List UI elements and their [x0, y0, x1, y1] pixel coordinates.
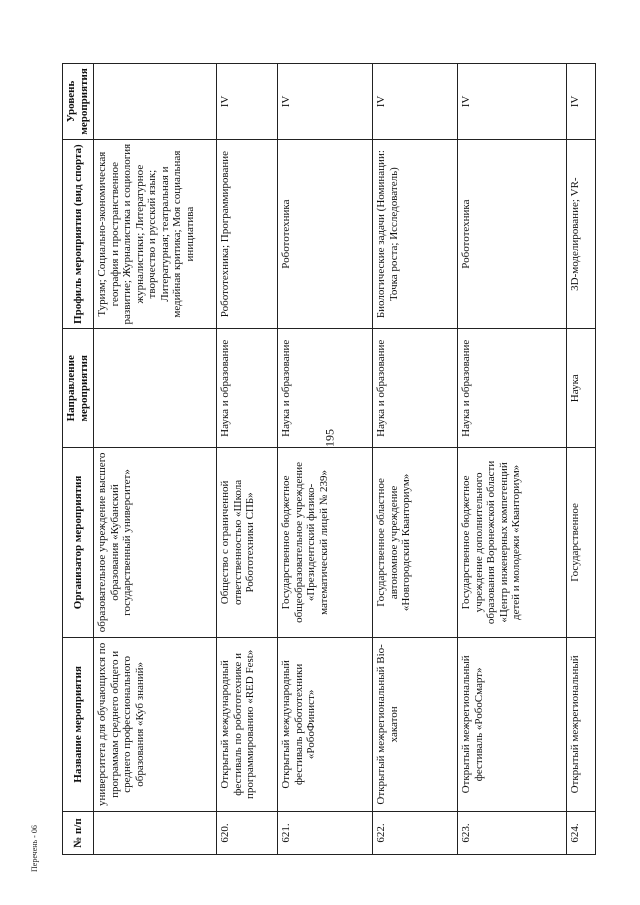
event-profile: 3D-моделирование; VR-: [569, 177, 581, 291]
event-organizer: Государственное областное автономное учреждение «Новгородский Кванториум»: [373, 448, 458, 638]
event-name: университета для обучающихся по программам среднего общего и среднего профессионального образования «Куб знаний»: [94, 637, 217, 811]
row-number: [94, 812, 217, 855]
event-level: IV: [373, 64, 458, 140]
table-row: [217, 64, 278, 855]
event-direction: Наука и образование: [458, 329, 567, 448]
event-level: IV: [217, 64, 278, 140]
event-name: Открытый межрегиональный Bio-хакатон: [373, 637, 458, 811]
event-name: Открытый международный фестиваль робототехники «РобоФинист»: [278, 637, 373, 811]
event-direction: Наука и образование: [217, 329, 278, 448]
event-organizer: образовательное учреждение высшего образования «Кубанский государственный университет»: [94, 448, 217, 638]
header-name: Название мероприятия: [63, 637, 94, 811]
event-profile: Робототехника; Программирование: [217, 139, 278, 329]
event-name: Открытый межрегиональный: [569, 655, 581, 794]
header-profile: Профиль мероприятия (вид спорта): [63, 139, 94, 329]
page-number: 195: [322, 429, 337, 447]
event-organizer: Государственное бюджетное учреждение дополнительного образования Воронежской области «Центр инженерных компетенций детей и молодежи «Кванториум»: [458, 448, 567, 638]
table-row: [94, 64, 217, 855]
rotated-table-container: [62, 63, 620, 855]
event-name: Открытый межрегиональный фестиваль «РобоСмарт»: [458, 637, 567, 811]
table-header-row: [63, 64, 94, 855]
events-table: [62, 63, 596, 855]
event-organizer: Общество с ограниченной ответственностью «Школа Робототехники СПБ»: [217, 448, 278, 638]
row-number: 621.: [278, 812, 373, 855]
table-row: [278, 64, 373, 855]
header-direction: Направление мероприятия: [63, 329, 94, 448]
event-direction: [94, 329, 217, 448]
event-organizer: Государственное: [569, 503, 581, 582]
table-row: [373, 64, 458, 855]
table-row: [567, 64, 596, 855]
row-number: 624.: [569, 823, 581, 843]
event-level: [94, 64, 217, 140]
header-organizer: Организатор мероприятия: [63, 448, 94, 638]
event-direction: Наука и образование: [278, 329, 373, 448]
event-organizer: Государственное бюджетное общеобразовательное учреждение «Президентский физико-математический лицей № 239»: [278, 448, 373, 638]
header-level: Уровень мероприятия: [63, 64, 94, 140]
event-name: Открытый международный фестиваль по робототехнике и программированию «RED Fest»: [217, 637, 278, 811]
footer-note: Перечень - 06: [30, 825, 39, 872]
event-level: IV: [458, 64, 567, 140]
event-direction: Наука и образование: [373, 329, 458, 448]
event-profile: Туризм; Социально-экономическая география и пространственное развитие; Журналистика и социология журналистики; Литературное творчество и русский язык; Литературная; театральная и медийная критика; Моя социальная инициатива: [94, 139, 217, 329]
rotated-table-area: [62, 63, 620, 855]
table-row: [458, 64, 567, 855]
event-profile: Робототехника: [458, 139, 567, 329]
event-profile: Биологические задачи (Номинации: Точка роста; Исследователь): [373, 139, 458, 329]
row-number: 623.: [458, 812, 567, 855]
event-direction: Наука: [569, 374, 581, 403]
row-number: 620.: [217, 812, 278, 855]
event-profile: Робототехника: [278, 139, 373, 329]
event-level: IV: [569, 95, 581, 108]
row-number: 622.: [373, 812, 458, 855]
event-level: IV: [278, 64, 373, 140]
header-number: № п/п: [63, 812, 94, 855]
